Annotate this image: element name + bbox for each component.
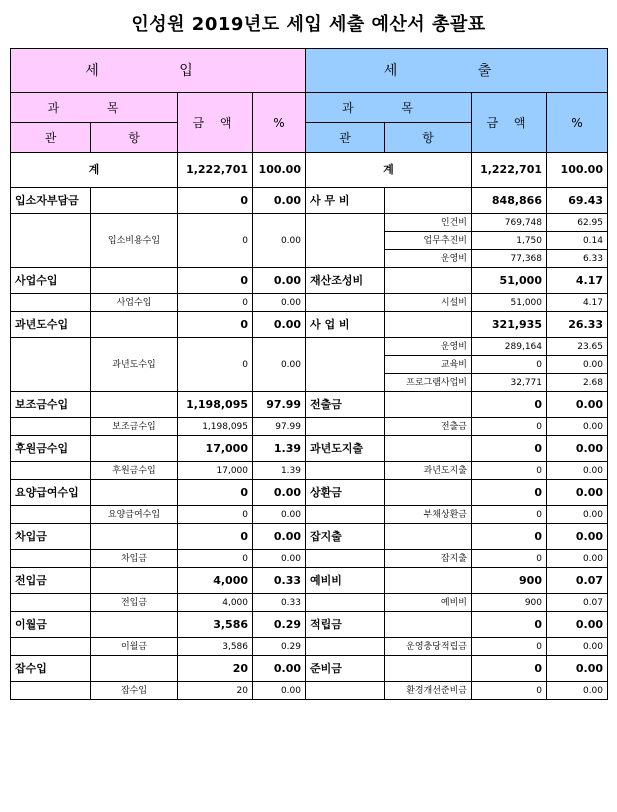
item-row [11, 594, 608, 612]
expense-gwan-pct: 0.00 [547, 436, 608, 462]
expense-item-gwan-blank [306, 418, 385, 436]
revenue-hang-pct: 0.00 [253, 294, 306, 312]
expense-hang-amount: 0 [472, 638, 547, 656]
revenue-gwan: 이월금 [11, 612, 91, 638]
revenue-total-amount: 1,222,701 [178, 153, 253, 188]
expense-hang-amount: 0 [472, 682, 547, 700]
revenue-gwan-amount: 0 [178, 312, 253, 338]
expense-gwan-blank [385, 436, 472, 462]
expense-gwan-amount: 900 [472, 568, 547, 594]
expense-hang-amount: 51,000 [472, 294, 547, 312]
expense-gwan-pct: 0.00 [547, 524, 608, 550]
revenue-hang: 보조금수입 [91, 418, 178, 436]
expense-hang-pct: 0.00 [547, 506, 608, 524]
expense-item-gwan-blank [306, 214, 385, 268]
expense-gwan-blank [385, 656, 472, 682]
expense-hang-amount: 0 [472, 550, 547, 568]
expense-item-gwan-blank [306, 594, 385, 612]
expense-hang-pct: 0.00 [547, 462, 608, 480]
expense-hang: 인건비 [385, 214, 472, 232]
expense-hang-pct: 0.00 [547, 638, 608, 656]
revenue-hang-pct: 0.00 [253, 682, 306, 700]
revenue-hang-amount: 20 [178, 682, 253, 700]
item-row [11, 638, 608, 656]
expense-gwan: 준비금 [306, 656, 385, 682]
revenue-hang: 잡수입 [91, 682, 178, 700]
expense-gwan: 전출금 [306, 392, 385, 418]
item-row [11, 338, 608, 356]
expense-gwan-amount: 0 [472, 612, 547, 638]
revenue-hang-pct: 0.29 [253, 638, 306, 656]
revenue-gwan-blank [91, 436, 178, 462]
expense-hang-amount: 0 [472, 418, 547, 436]
expense-gwan-pct: 4.17 [547, 268, 608, 294]
group-row [11, 612, 608, 638]
expense-hang-amount: 0 [472, 506, 547, 524]
expense-gwan-blank [385, 268, 472, 294]
revenue-gwan: 과년도수입 [11, 312, 91, 338]
expense-hang: 업무추진비 [385, 232, 472, 250]
expense-hang-pct: 6.33 [547, 250, 608, 268]
item-row [11, 214, 608, 232]
expense-gwan-header: 관 [306, 123, 385, 153]
expense-total-pct: 100.00 [547, 153, 608, 188]
expense-hang-pct: 62.95 [547, 214, 608, 232]
revenue-hang-pct: 97.99 [253, 418, 306, 436]
revenue-gwan-blank [91, 568, 178, 594]
expense-gwan: 적립금 [306, 612, 385, 638]
revenue-gwan: 잡수입 [11, 656, 91, 682]
revenue-hang-amount: 3,586 [178, 638, 253, 656]
expense-header: 세 출 [306, 49, 608, 93]
expense-hang: 과년도지출 [385, 462, 472, 480]
expense-gwan-pct: 0.00 [547, 392, 608, 418]
revenue-hang-amount: 0 [178, 214, 253, 268]
revenue-item-gwan-blank [11, 418, 91, 436]
expense-gwan-blank [385, 312, 472, 338]
expense-item-gwan-blank [306, 294, 385, 312]
expense-gwan-blank [385, 188, 472, 214]
revenue-gwan-header: 관 [11, 123, 91, 153]
group-row [11, 480, 608, 506]
expense-hang-amount: 32,771 [472, 374, 547, 392]
expense-item-gwan-blank [306, 638, 385, 656]
revenue-hang: 후원금수입 [91, 462, 178, 480]
expense-gwan: 과년도지출 [306, 436, 385, 462]
expense-total-label: 계 [306, 153, 472, 188]
expense-gwan-pct: 0.00 [547, 656, 608, 682]
expense-gwan-amount: 51,000 [472, 268, 547, 294]
expense-gwan-blank [385, 524, 472, 550]
revenue-amount-header: 금 액 [178, 93, 253, 153]
expense-amount-header: 금 액 [472, 93, 547, 153]
revenue-gwan-pct: 0.33 [253, 568, 306, 594]
revenue-gwan-blank [91, 392, 178, 418]
expense-item-gwan-blank [306, 506, 385, 524]
expense-gwan-amount: 0 [472, 392, 547, 418]
expense-gwan-pct: 26.33 [547, 312, 608, 338]
revenue-gwan-pct: 0.00 [253, 480, 306, 506]
revenue-hang-pct: 1.39 [253, 462, 306, 480]
revenue-gwan-blank [91, 524, 178, 550]
expense-gwan: 상환금 [306, 480, 385, 506]
expense-hang: 부채상환금 [385, 506, 472, 524]
revenue-gwan-blank [91, 188, 178, 214]
revenue-gwan-pct: 0.00 [253, 524, 306, 550]
expense-pct-header: % [547, 93, 608, 153]
expense-hang-amount: 769,748 [472, 214, 547, 232]
expense-hang: 운영충당적립금 [385, 638, 472, 656]
revenue-gwan-pct: 0.00 [253, 188, 306, 214]
page-title: 인성원 2019년도 세입 세출 예산서 총괄표 [131, 14, 486, 35]
expense-gwan-amount: 0 [472, 524, 547, 550]
expense-hang-amount: 77,368 [472, 250, 547, 268]
expense-gwan-blank [385, 480, 472, 506]
revenue-gwan-amount: 3,586 [178, 612, 253, 638]
revenue-hang-header: 항 [91, 123, 178, 153]
revenue-gwan-amount: 0 [178, 524, 253, 550]
item-row [11, 506, 608, 524]
expense-hang-amount: 0 [472, 356, 547, 374]
revenue-item-gwan-blank [11, 594, 91, 612]
group-row [11, 568, 608, 594]
revenue-gwan: 입소자부담금 [11, 188, 91, 214]
revenue-hang: 사업수입 [91, 294, 178, 312]
revenue-hang-amount: 1,198,095 [178, 418, 253, 436]
expense-gwan-pct: 0.07 [547, 568, 608, 594]
revenue-hang-pct: 0.00 [253, 338, 306, 392]
expense-gwan-amount: 0 [472, 480, 547, 506]
revenue-hang-pct: 0.00 [253, 550, 306, 568]
expense-hang: 운영비 [385, 250, 472, 268]
revenue-gwan: 차입금 [11, 524, 91, 550]
revenue-header: 세 입 [11, 49, 306, 93]
revenue-hang: 차입금 [91, 550, 178, 568]
revenue-gwan-pct: 0.29 [253, 612, 306, 638]
expense-hang: 시설비 [385, 294, 472, 312]
revenue-hang-amount: 0 [178, 338, 253, 392]
expense-hang-amount: 1,750 [472, 232, 547, 250]
revenue-item-gwan-blank [11, 550, 91, 568]
revenue-subject-header: 과 목 [11, 93, 178, 123]
expense-hang-pct: 0.00 [547, 550, 608, 568]
expense-hang-pct: 0.00 [547, 356, 608, 374]
expense-item-gwan-blank [306, 550, 385, 568]
expense-gwan: 재산조성비 [306, 268, 385, 294]
expense-gwan: 사 무 비 [306, 188, 385, 214]
revenue-gwan-blank [91, 312, 178, 338]
revenue-gwan: 전입금 [11, 568, 91, 594]
expense-gwan: 예비비 [306, 568, 385, 594]
revenue-gwan: 후원금수입 [11, 436, 91, 462]
revenue-gwan-pct: 0.00 [253, 312, 306, 338]
revenue-hang-pct: 0.00 [253, 506, 306, 524]
item-row [11, 294, 608, 312]
revenue-item-gwan-blank [11, 294, 91, 312]
revenue-gwan-blank [91, 480, 178, 506]
expense-hang-amount: 900 [472, 594, 547, 612]
expense-gwan-amount: 321,935 [472, 312, 547, 338]
revenue-item-gwan-blank [11, 338, 91, 392]
expense-hang-pct: 0.14 [547, 232, 608, 250]
revenue-gwan-amount: 20 [178, 656, 253, 682]
revenue-gwan-pct: 0.00 [253, 268, 306, 294]
revenue-gwan: 요양급여수입 [11, 480, 91, 506]
expense-hang-amount: 0 [472, 462, 547, 480]
expense-hang: 잡지출 [385, 550, 472, 568]
revenue-gwan-blank [91, 656, 178, 682]
revenue-gwan: 사업수입 [11, 268, 91, 294]
revenue-gwan-blank [91, 268, 178, 294]
group-row [11, 312, 608, 338]
group-row [11, 656, 608, 682]
expense-gwan-blank [385, 612, 472, 638]
expense-hang: 운영비 [385, 338, 472, 356]
expense-hang-pct: 0.00 [547, 418, 608, 436]
revenue-gwan-amount: 0 [178, 480, 253, 506]
expense-hang-pct: 4.17 [547, 294, 608, 312]
budget-summary-table [10, 48, 608, 700]
revenue-hang: 이월금 [91, 638, 178, 656]
revenue-gwan-amount: 1,198,095 [178, 392, 253, 418]
expense-gwan-pct: 69.43 [547, 188, 608, 214]
group-row [11, 436, 608, 462]
expense-hang-pct: 0.00 [547, 682, 608, 700]
expense-gwan-amount: 0 [472, 436, 547, 462]
revenue-gwan-pct: 0.00 [253, 656, 306, 682]
revenue-gwan-amount: 4,000 [178, 568, 253, 594]
expense-hang: 예비비 [385, 594, 472, 612]
expense-gwan-pct: 0.00 [547, 480, 608, 506]
revenue-gwan: 보조금수입 [11, 392, 91, 418]
expense-item-gwan-blank [306, 682, 385, 700]
revenue-hang-amount: 0 [178, 506, 253, 524]
expense-gwan-amount: 848,866 [472, 188, 547, 214]
expense-item-gwan-blank [306, 462, 385, 480]
revenue-item-gwan-blank [11, 214, 91, 268]
expense-hang: 교육비 [385, 356, 472, 374]
revenue-hang-amount: 17,000 [178, 462, 253, 480]
expense-hang-pct: 2.68 [547, 374, 608, 392]
revenue-item-gwan-blank [11, 682, 91, 700]
expense-gwan: 사 업 비 [306, 312, 385, 338]
revenue-gwan-amount: 17,000 [178, 436, 253, 462]
revenue-hang-amount: 4,000 [178, 594, 253, 612]
group-row [11, 524, 608, 550]
revenue-item-gwan-blank [11, 506, 91, 524]
expense-hang-amount: 289,164 [472, 338, 547, 356]
expense-item-gwan-blank [306, 338, 385, 392]
revenue-item-gwan-blank [11, 638, 91, 656]
expense-gwan-blank [385, 568, 472, 594]
expense-gwan-amount: 0 [472, 656, 547, 682]
revenue-hang-amount: 0 [178, 294, 253, 312]
revenue-gwan-amount: 0 [178, 188, 253, 214]
revenue-total-pct: 100.00 [253, 153, 306, 188]
revenue-hang-pct: 0.33 [253, 594, 306, 612]
item-row [11, 418, 608, 436]
revenue-pct-header: % [253, 93, 306, 153]
expense-hang: 프로그램사업비 [385, 374, 472, 392]
expense-subject-header: 과 목 [306, 93, 472, 123]
expense-gwan-pct: 0.00 [547, 612, 608, 638]
revenue-item-gwan-blank [11, 462, 91, 480]
revenue-hang: 전입금 [91, 594, 178, 612]
expense-hang-header: 항 [385, 123, 472, 153]
revenue-hang-pct: 0.00 [253, 214, 306, 268]
group-row [11, 268, 608, 294]
expense-hang-pct: 23.65 [547, 338, 608, 356]
item-row [11, 462, 608, 480]
revenue-gwan-amount: 0 [178, 268, 253, 294]
item-row [11, 682, 608, 700]
revenue-total-label: 계 [11, 153, 178, 188]
expense-hang-pct: 0.07 [547, 594, 608, 612]
expense-gwan: 잡지출 [306, 524, 385, 550]
revenue-hang: 과년도수입 [91, 338, 178, 392]
revenue-hang: 입소비용수입 [91, 214, 178, 268]
revenue-hang: 요양급여수입 [91, 506, 178, 524]
group-row [11, 392, 608, 418]
item-row [11, 550, 608, 568]
revenue-gwan-blank [91, 612, 178, 638]
revenue-hang-amount: 0 [178, 550, 253, 568]
expense-total-amount: 1,222,701 [472, 153, 547, 188]
expense-gwan-blank [385, 392, 472, 418]
expense-hang: 환경개선준비금 [385, 682, 472, 700]
expense-hang: 전출금 [385, 418, 472, 436]
revenue-gwan-pct: 1.39 [253, 436, 306, 462]
group-row [11, 188, 608, 214]
revenue-gwan-pct: 97.99 [253, 392, 306, 418]
